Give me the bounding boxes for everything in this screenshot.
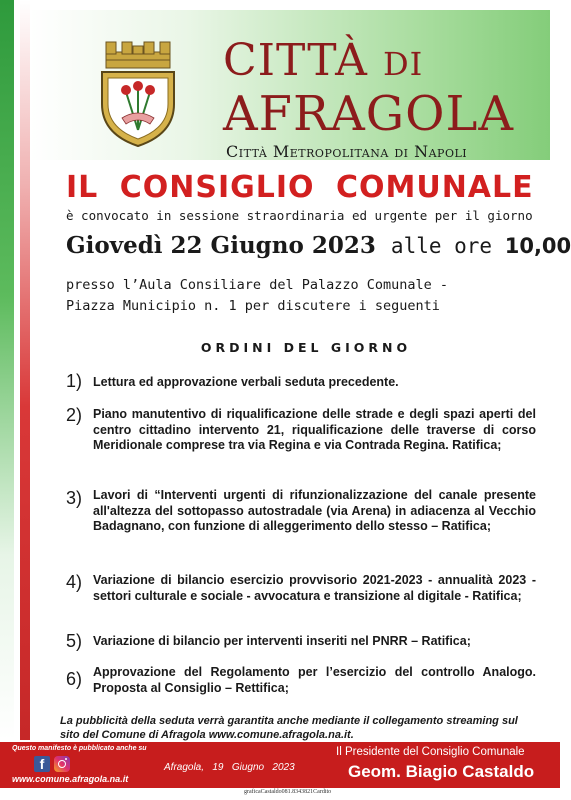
- instagram-icon[interactable]: [54, 756, 70, 772]
- agenda-item-3-text: Lavori di “Interventi urgenti di rifunzionalizzazione del canale presente all'altezza del sottopasso autostradale (via Arena) in adiacenza al Vecchio Badagnano, con funzione di alleggerimento dello stesso – Ratifica;: [93, 488, 536, 533]
- footer-bar: [0, 742, 560, 788]
- title-citta: CITTÀ DI: [223, 35, 424, 86]
- footer-published-on: Questo manifesto è pubblicato anche su: [12, 745, 147, 752]
- agenda-item-4-text: Variazione di bilancio esercizio provvisorio 2021-2023 - annualità 2023 - settori culturale e sociale - avvocatura e transizione al digitale - Ratifica;: [93, 573, 536, 603]
- city-crest-icon: [92, 38, 184, 150]
- agenda-item-1-number: 1): [66, 371, 83, 391]
- agenda-item-2-number: 2): [66, 405, 83, 425]
- page-title: IL CONSIGLIO COMUNALE: [66, 170, 534, 205]
- location-line-2: Piazza Municipio n. 1 per discutere i seguenti: [66, 298, 440, 314]
- location-line-1: presso l’Aula Consiliare del Palazzo Comunale -: [66, 277, 449, 293]
- streaming-notice: La pubblicità della seduta verrà garantita anche mediante il collegamento streaming sul sito del Comune di Afragola www.comune.afragola.na.it.: [60, 715, 518, 741]
- agenda-item-6-number: 6): [66, 669, 83, 689]
- agenda-item-4-number: 4): [66, 572, 83, 592]
- agenda-item-5-number: 5): [66, 631, 83, 651]
- footer-place-date: Afragola, 19 Giugno 2023: [164, 762, 295, 773]
- footer-website-link[interactable]: www.comune.afragola.na.it: [12, 774, 129, 784]
- meeting-date-day: Giovedì 22 Giugno 2023: [66, 232, 376, 259]
- facebook-icon[interactable]: f: [34, 756, 50, 772]
- convocation-text: è convocato in sessione straordinaria ed urgente per il giorno: [66, 208, 533, 223]
- agenda-title: ORDINI DEL GIORNO: [200, 340, 412, 355]
- tricolor-green-stripe: [0, 0, 14, 740]
- footer-president-name: Geom. Biagio Castaldo: [348, 762, 535, 781]
- tricolor-red-stripe: [20, 0, 30, 740]
- agenda-item-1-text: Lettura ed approvazione verbali seduta precedente.: [93, 375, 399, 389]
- title-afragola: AFRAGOLA: [223, 86, 515, 142]
- header-banner: [30, 10, 550, 160]
- meeting-date: [66, 232, 571, 259]
- footer-president-title: Il Presidente del Consiglio Comunale: [336, 746, 525, 758]
- print-credit: graficaCastaldo081.8343821Cardito: [244, 789, 332, 795]
- agenda-item-3-number: 3): [66, 488, 83, 508]
- meeting-time: alle ore 10,00: [390, 234, 571, 258]
- agenda-item-2-text: Piano manutentivo di riqualificazione delle strade e degli spazi aperti del centro cittadino intervento 21, riqualificazione delle traverse di corso Meridionale comprese tra via Regina e via Contrada Regina. Ratifica;: [93, 407, 536, 452]
- meeting-location: [66, 275, 546, 317]
- agenda-item-6-text: Approvazione del Regolamento per l’esercizio del controllo Analogo. Proposta al Consiglio – Rettifica;: [93, 665, 536, 695]
- social-links: [34, 756, 74, 772]
- subtitle-citta-metropolitana: Città Metropolitana di Napoli: [226, 142, 468, 161]
- agenda-item-5-text: Variazione di bilancio per interventi inseriti nel PNRR – Ratifica;: [93, 634, 471, 648]
